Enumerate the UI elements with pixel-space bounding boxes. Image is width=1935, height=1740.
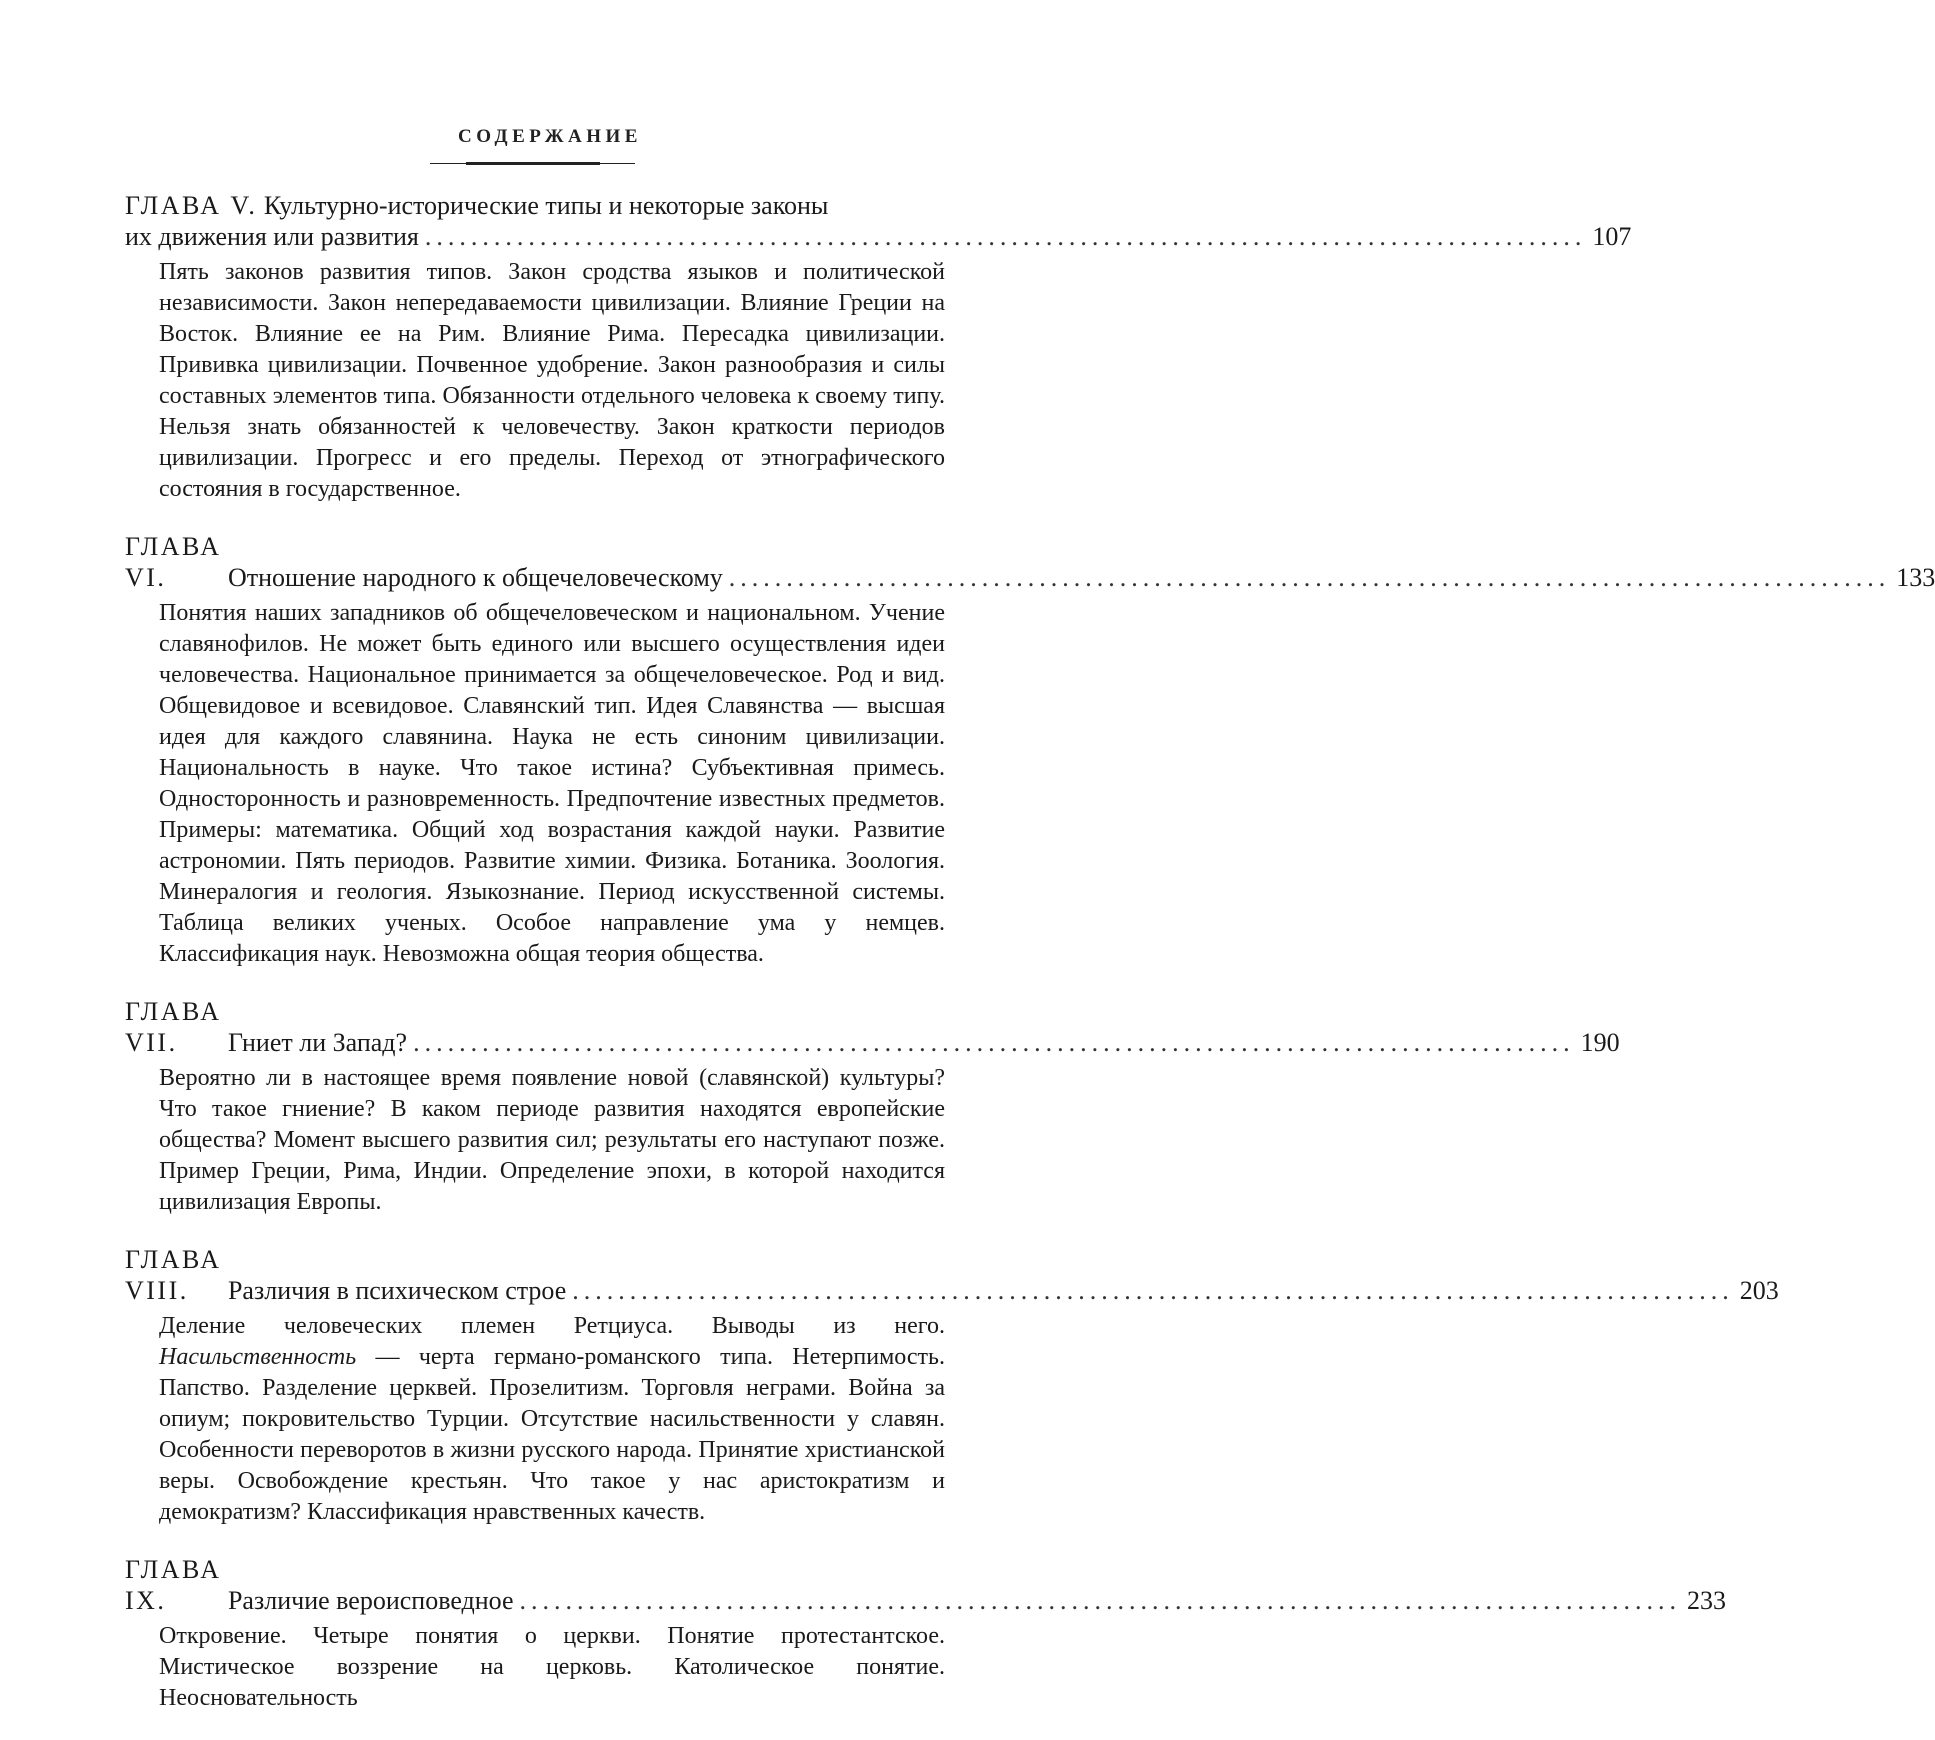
chapter-summary xyxy=(125,1311,945,1528)
toc-entry[interactable] xyxy=(125,1554,1727,1714)
toc-entry[interactable] xyxy=(125,190,1632,505)
toc-entry[interactable] xyxy=(125,996,1620,1218)
chapter-heading-line xyxy=(125,221,1632,252)
chapter-heading xyxy=(125,1244,1779,1306)
chapter-page-number: 133 xyxy=(1896,563,1935,592)
leader-dots: ..................................................................................................... xyxy=(519,1586,1682,1615)
chapter-page-number: 233 xyxy=(1687,1586,1727,1615)
chapter-summary: Понятия наших западников об общечеловеческом и национальном. Учение славянофилов. Не может быть единого или высшего осуществления идеи человечества. Национальное принимается за общечеловеческое. Род и вид. Общевидовое и всевидовое. Славянский тип. Идея Славянства — высшая идея для каждого славянина. Наука не есть синоним цивилизации. Национальность в науке. Что такое истина? Субъективная примесь. Односторонность и разновременность. Предпочтение известных предметов. Примеры: математика. Общий ход возрастания каждой науки. Развитие астрономии. Пять периодов. Развитие химии. Физика. Ботаника. Зоология. Минералогия и геология. Языкознание. Период искусственной системы. Таблица великих ученых. Особое направление ума у немцев. Классификация наук. Невозможна общая теория общества. xyxy=(159,600,945,967)
chapter-title: Культурно-исторические типы и некоторые законы xyxy=(263,191,829,220)
chapter-label: ГЛАВА V. xyxy=(125,191,258,220)
leader-dots: ..................................................................................................... xyxy=(413,1028,1575,1057)
chapter-label: ГЛАВА VII. xyxy=(125,997,222,1057)
chapter-page-number: 203 xyxy=(1739,1276,1779,1305)
chapter-page-number: 107 xyxy=(1592,222,1632,251)
chapter-heading xyxy=(125,190,1632,252)
chapter-title: Гниет ли Запад? xyxy=(227,1028,408,1057)
chapter-page-number: 190 xyxy=(1580,1028,1620,1057)
toc-entry[interactable] xyxy=(125,531,1935,970)
summary-text: Деление человеческих племен Ретциуса. Выводы из него. xyxy=(159,1313,945,1339)
chapter-heading xyxy=(125,1554,1727,1616)
summary-italic-term: Насильственность xyxy=(159,1344,357,1370)
chapter-title: Различие вероисповедное xyxy=(227,1586,514,1615)
header-rule-accent xyxy=(466,162,600,165)
chapter-heading-line xyxy=(125,190,945,221)
page-header: СОДЕРЖАНИЕ xyxy=(458,126,642,147)
leader-dots: ..................................................................................................... xyxy=(424,222,1587,251)
chapter-label: ГЛАВА IX. xyxy=(125,1555,222,1615)
chapter-title: Отношение народного к общечеловеческому xyxy=(227,563,723,592)
chapter-heading xyxy=(125,996,1620,1058)
chapter-summary: Вероятно ли в настоящее время появление новой (славянской) культуры? Что такое гниение? В каком периоде развития находятся европейские общества? Момент высшего развития сил; результаты его наступают позже. Пример Греции, Рима, Индии. Определение эпохи, в которой находится цивилизация Европы. xyxy=(159,1065,945,1215)
chapter-label: ГЛАВА VIII. xyxy=(125,1245,222,1305)
leader-dots: ..................................................................................................... xyxy=(572,1276,1734,1305)
chapter-summary: Пять законов развития типов. Закон сродства языков и политической независимости. Закон непередаваемости цивилизации. Влияние Греции на Восток. Влияние ее на Рим. Влияние Рима. Пересадка цивилизации. Прививка цивилизации. Почвенное удобрение. Закон разнообразия и силы составных элементов типа. Обязанности отдельного человека к своему типу. Нельзя знать обязанностей к человечеству. Закон краткости периодов цивилизации. Прогресс и его пределы. Переход от этнографического состояния в государственное. xyxy=(159,259,945,502)
chapter-title-continued: их движения или развития xyxy=(125,222,419,251)
chapter-title: Различия в психическом строе xyxy=(227,1276,567,1305)
chapter-label: ГЛАВА VI. xyxy=(125,532,222,592)
summary-text: — черта германо-романского типа. Нетерпимость. Папство. Разделение церквей. Прозелитизм. Торговля неграми. Война за опиум; покровительство Турции. Отсутствие насильственности у славян. Особенности переворотов в жизни русского народа. Принятие христианской веры. Освобождение крестьян. Что такое у нас аристократизм и демократизм? Классификация нравственных качеств. xyxy=(159,1344,945,1525)
leader-dots: ..................................................................................................... xyxy=(728,563,1891,592)
table-of-contents xyxy=(125,190,1935,1740)
toc-entry[interactable] xyxy=(125,1244,1779,1528)
chapter-summary: Откровение. Четыре понятия о церкви. Понятие протестантское. Мистическое воззрение на церковь. Католическое понятие. Неосновательность xyxy=(159,1623,945,1711)
chapter-heading xyxy=(125,531,1935,593)
